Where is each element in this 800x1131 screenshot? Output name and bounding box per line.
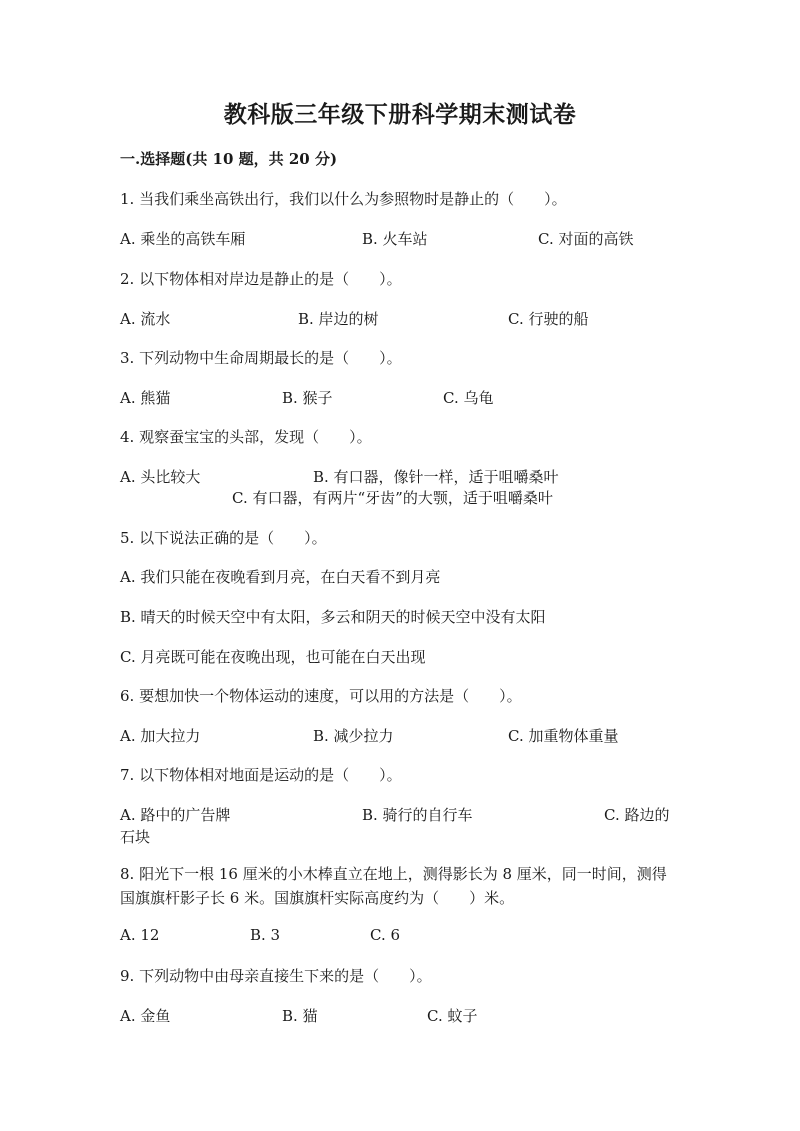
- q7-option-c[interactable]: C. 路边的: [604, 806, 670, 824]
- q5-option-a[interactable]: A. 我们只能在夜晚看到月亮，在白天看不到月亮: [120, 568, 441, 586]
- question-3: 3. 下列动物中生命周期最长的是（ ）。: [120, 349, 402, 367]
- question-1: 1. 当我们乘坐高铁出行，我们以什么为参照物时是静止的（ ）。: [120, 190, 567, 208]
- q2-option-c[interactable]: C. 行驶的船: [508, 310, 589, 328]
- q1-option-b[interactable]: B. 火车站: [362, 230, 428, 248]
- q8-option-c[interactable]: C. 6: [370, 926, 401, 944]
- q3-option-a[interactable]: A. 熊猫: [120, 389, 171, 407]
- q3-option-c[interactable]: C. 乌龟: [443, 389, 494, 407]
- q8-option-a[interactable]: A. 12: [120, 926, 160, 944]
- question-9: 9. 下列动物中由母亲直接生下来的是（ ）。: [120, 967, 432, 985]
- q3-option-b[interactable]: B. 猴子: [282, 389, 333, 407]
- question-4: 4. 观察蚕宝宝的头部，发现（ ）。: [120, 428, 372, 446]
- question-2: 2. 以下物体相对岸边是静止的是（ ）。: [120, 270, 402, 288]
- question-6: 6. 要想加快一个物体运动的速度，可以用的方法是（ ）。: [120, 687, 522, 705]
- q9-option-c[interactable]: C. 蚊子: [427, 1007, 478, 1025]
- q5-option-b[interactable]: B. 晴天的时候天空中有太阳，多云和阴天的时候天空中没有太阳: [120, 608, 546, 626]
- q4-option-a[interactable]: A. 头比较大: [120, 468, 201, 486]
- q6-option-c[interactable]: C. 加重物体重量: [508, 727, 619, 745]
- page-title: 教科版三年级下册科学期末测试卷: [223, 101, 577, 128]
- question-7: 7. 以下物体相对地面是运动的是（ ）。: [120, 766, 402, 784]
- q6-option-a[interactable]: A. 加大拉力: [120, 727, 201, 745]
- q7-option-c-continued: 石块: [120, 828, 151, 846]
- q8-option-b[interactable]: B. 3: [250, 926, 281, 944]
- q2-option-a[interactable]: A. 流水: [120, 310, 171, 328]
- q1-option-a[interactable]: A. 乘坐的高铁车厢: [120, 230, 246, 248]
- q4-option-c[interactable]: C. 有口器，有两片“牙齿”的大颚，适于咀嚼桑叶: [232, 489, 553, 507]
- q1-option-c[interactable]: C. 对面的高铁: [538, 230, 634, 248]
- q6-option-b[interactable]: B. 减少拉力: [313, 727, 394, 745]
- q9-option-a[interactable]: A. 金鱼: [120, 1007, 171, 1025]
- q5-option-c[interactable]: C. 月亮既可能在夜晚出现，也可能在白天出现: [120, 648, 426, 666]
- q2-option-b[interactable]: B. 岸边的树: [298, 310, 379, 328]
- q7-option-b[interactable]: B. 骑行的自行车: [362, 806, 473, 824]
- question-8: 8. 阳光下一根 16 厘米的小木棒直立在地上，测得影长为 8 厘米，同一时间，测得国旗旗杆影子长 6 米。国旗旗杆实际高度约为（ ）米。: [120, 865, 667, 907]
- section-heading: 一.选择题(共 10 题，共 20 分): [120, 150, 338, 168]
- question-5: 5. 以下说法正确的是（ ）。: [120, 529, 327, 547]
- q7-option-a[interactable]: A. 路中的广告牌: [120, 806, 231, 824]
- q9-option-b[interactable]: B. 猫: [282, 1007, 318, 1025]
- q4-option-b[interactable]: B. 有口器，像针一样，适于咀嚼桑叶: [313, 468, 559, 486]
